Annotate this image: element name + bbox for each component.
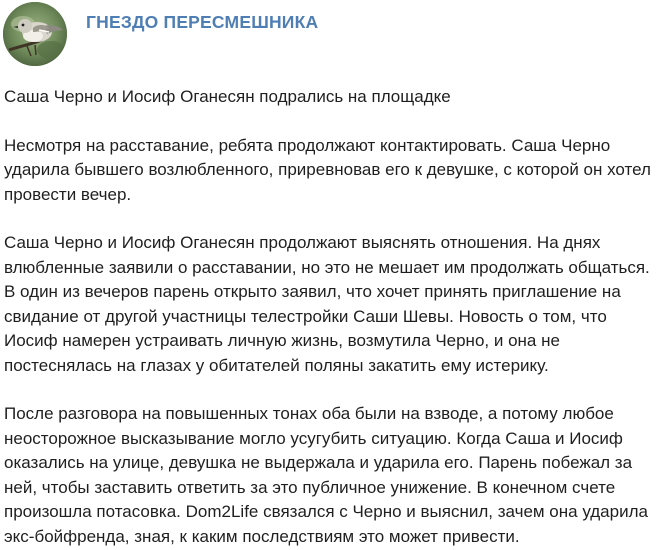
channel-avatar[interactable] [3,2,67,66]
channel-name[interactable]: ГНЕЗДО ПЕРЕСМЕШНИКА [86,12,319,32]
post-paragraph: После разговора на повышенных тонах оба были на взводе, а потому любое неосторожное высказывание могло усугубить ситуацию. Когда Саша и Иосиф оказались на улице, девушка не выдержала и ударила его. Парень побежал за ней, чтобы заставить ответить за это публичное унижение. В конечном счете произошла потасовка. Dom2Life связался с Черно и выяснил, зачем она ударила экс-бойфренда, зная, к каким последствиям это может привести. [4,404,648,546]
post-body [4,85,664,549]
channel-header [0,0,670,72]
post-title: Саша Черно и Иосиф Оганесян подрались на площадке [4,87,451,106]
post-paragraph: Саша Черно и Иосиф Оганесян продолжают выяснять отношения. На днях влюбленные заявили о расставании, но это не мешает им продолжать общаться. В один из вечеров парень открыто заявил, что хочет принять приглашение на свидание от другой участницы телестройки Саши Шевы. Новость о том, что Иосиф намерен устраивать личную жизнь, возмутила Черно, и она не постеснялась на глазах у обитателей поляны закатить ему истерику. [4,233,650,375]
post-paragraph: Несмотря на расставание, ребята продолжают контактировать. Саша Черно ударила бывшего возлюбленного, приревновав его к девушке, с которой он хотел провести вечер. [4,135,651,204]
bird-avatar-icon [3,2,67,66]
